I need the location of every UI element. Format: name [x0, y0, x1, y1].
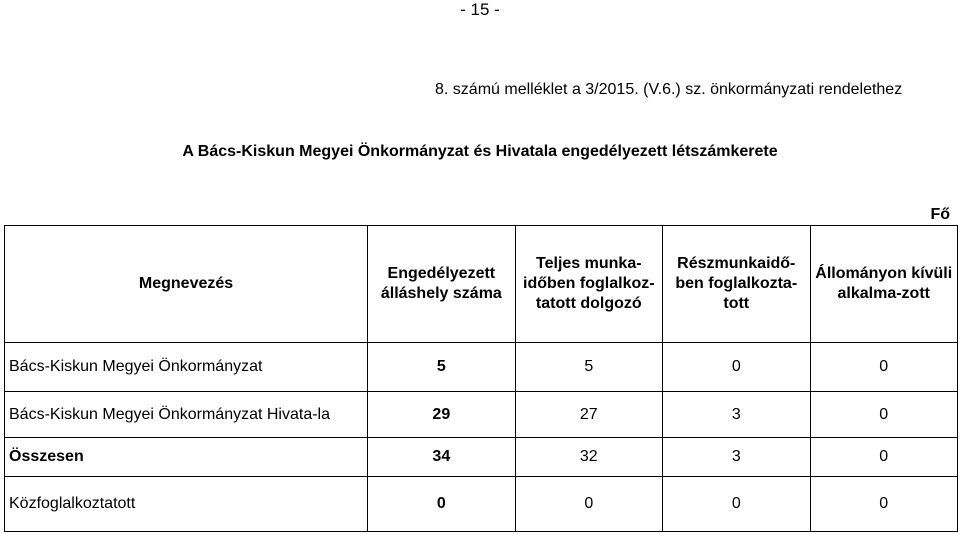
row-name: Közfoglalkoztatott	[5, 477, 368, 532]
row-full-time: 5	[515, 343, 662, 392]
row-full-time: 27	[515, 392, 662, 438]
header-full-time: Teljes munka-időben foglalkoz-tatott dolgozó	[515, 226, 662, 343]
table-body	[5, 343, 958, 532]
page-number: - 15 -	[460, 0, 500, 19]
row-full-time: 0	[515, 477, 662, 532]
table-row	[5, 392, 958, 438]
header-name: Megnevezés	[5, 226, 368, 343]
row-off-staff: 0	[810, 343, 958, 392]
row-off-staff: 0	[810, 477, 958, 532]
row-authorized: 29	[368, 392, 515, 438]
header-row	[5, 226, 958, 343]
document-title: A Bács-Kiskun Megyei Önkormányzat és Hivatala engedélyezett létszámkerete	[182, 143, 778, 160]
header-off-staff: Állományon kívüli alkalma-zott	[810, 226, 958, 343]
row-off-staff: 0	[810, 438, 958, 477]
row-authorized: 0	[368, 477, 515, 532]
row-full-time: 32	[515, 438, 662, 477]
header-authorized: Engedélyezett álláshely száma	[368, 226, 515, 343]
row-part-time: 0	[663, 477, 810, 532]
row-authorized: 34	[368, 438, 515, 477]
row-off-staff: 0	[810, 392, 958, 438]
header-part-time: Részmunkaidő-ben foglalkozta-tott	[663, 226, 810, 343]
headcount-table	[4, 225, 958, 532]
unit-label: Fő	[930, 206, 950, 223]
table-row	[5, 477, 958, 532]
row-part-time: 3	[663, 438, 810, 477]
table-row	[5, 343, 958, 392]
row-part-time: 0	[663, 343, 810, 392]
row-authorized: 5	[368, 343, 515, 392]
table-header	[5, 226, 958, 343]
table-row-total	[5, 438, 958, 477]
row-name: Bács-Kiskun Megyei Önkormányzat	[5, 343, 368, 392]
annex-title: 8. számú melléklet a 3/2015. (V.6.) sz. önkormányzati rendelethez	[435, 81, 903, 98]
row-part-time: 3	[663, 392, 810, 438]
row-name: Összesen	[5, 438, 368, 477]
row-name: Bács-Kiskun Megyei Önkormányzat Hivata-la	[5, 392, 368, 438]
